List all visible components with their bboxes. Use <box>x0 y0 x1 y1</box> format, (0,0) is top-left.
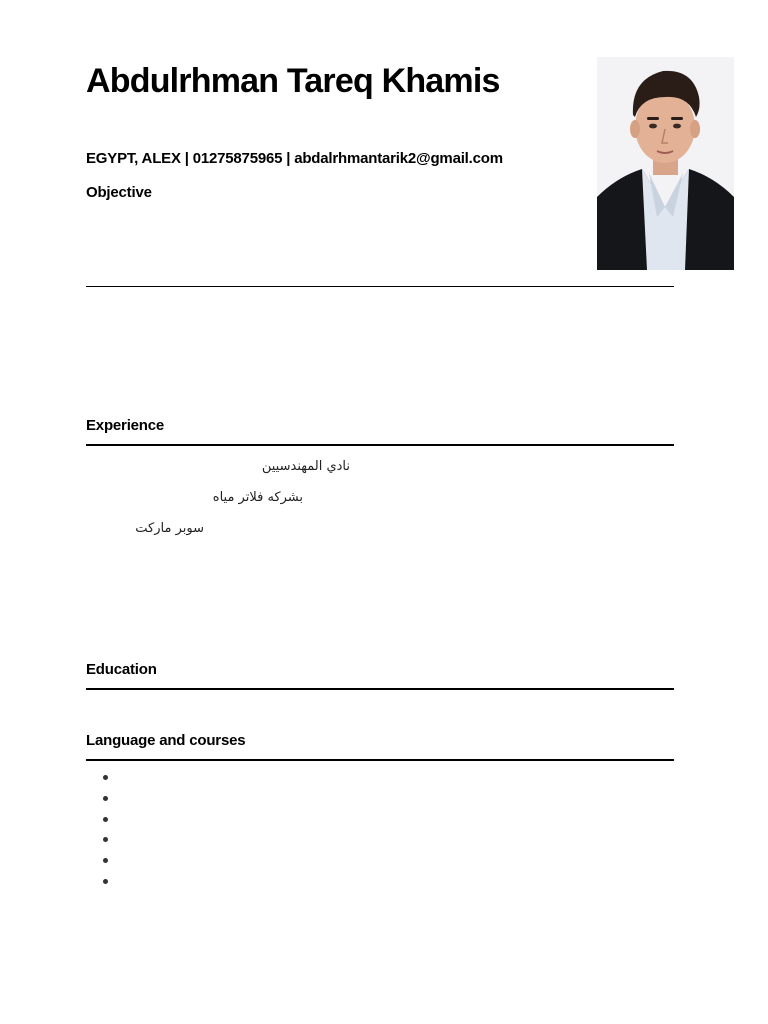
education-divider <box>86 688 674 690</box>
bullet-icon <box>103 817 108 822</box>
experience-divider <box>86 444 674 446</box>
languages-divider <box>86 759 674 761</box>
bullet-icon <box>103 879 108 884</box>
header-divider <box>86 286 674 287</box>
experience-item: سوبر ماركت <box>135 521 204 536</box>
experience-item: نادي المهندسيين <box>261 459 350 474</box>
contact-line: EGYPT, ALEX | 01275875965 | abdalrhmantarik2@gmail.com <box>86 150 503 167</box>
languages-heading: Language and courses <box>86 732 246 749</box>
candidate-name: Abdulrhman Tareq Khamis <box>86 62 500 100</box>
bullet-icon <box>103 775 108 780</box>
bullet-icon <box>103 858 108 863</box>
objective-heading: Objective <box>86 184 152 201</box>
experience-item: بشركه فلاتر مياه <box>212 490 303 505</box>
experience-heading: Experience <box>86 417 165 434</box>
bullet-icon <box>103 837 108 842</box>
portrait-illustration <box>597 57 734 270</box>
bullet-icon <box>103 796 108 801</box>
profile-photo <box>597 57 734 270</box>
education-heading: Education <box>86 661 157 678</box>
